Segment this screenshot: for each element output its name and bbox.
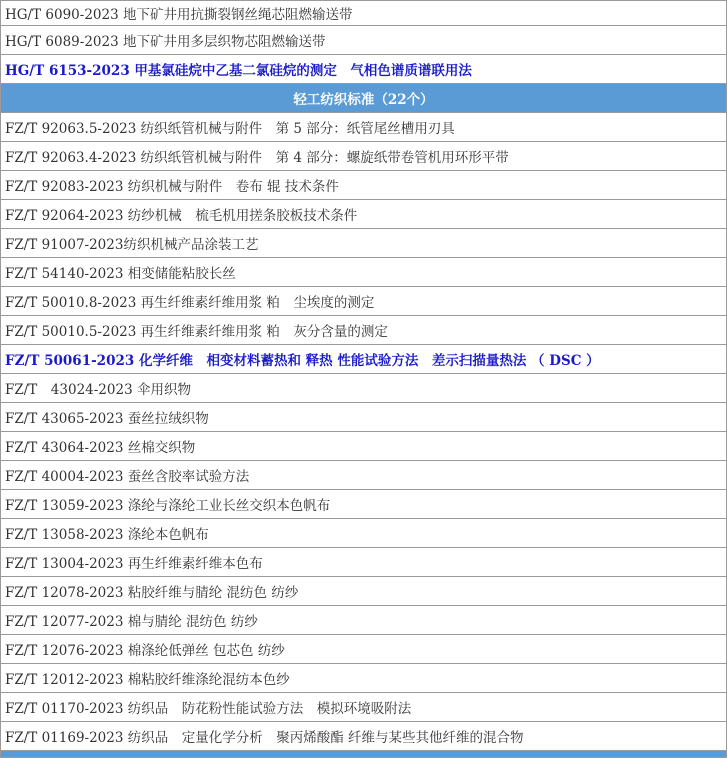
standard-cell: HG/T 6090-2023 地下矿井用抗撕裂钢丝绳芯阻燃输送带 bbox=[1, 1, 727, 26]
section-title: 轻工纺织标准（22个） bbox=[1, 84, 727, 113]
table-body bbox=[1, 1, 727, 758]
next-section-header-edge bbox=[1, 751, 727, 758]
table-row bbox=[1, 461, 727, 490]
table-row bbox=[1, 55, 727, 84]
standard-cell: FZ/T 13059-2023 涤纶与涤纶工业长丝交织本色帆布 bbox=[1, 490, 727, 519]
standard-cell: FZ/T 13004-2023 再生纤维素纤维本色布 bbox=[1, 548, 727, 577]
table-row bbox=[1, 1, 727, 26]
table-row bbox=[1, 258, 727, 287]
table-row bbox=[1, 287, 727, 316]
table-row bbox=[1, 577, 727, 606]
table-row bbox=[1, 635, 727, 664]
table-row bbox=[1, 664, 727, 693]
table-row bbox=[1, 171, 727, 200]
table-row bbox=[1, 606, 727, 635]
standard-cell: FZ/T 01169-2023 纺织品 定量化学分析 聚丙烯酸酯 纤维与某些其他纤维的混合物 bbox=[1, 722, 727, 751]
table-row bbox=[1, 432, 727, 461]
standard-cell: FZ/T 12076-2023 棉涤纶低弹丝 包芯色 纺纱 bbox=[1, 635, 727, 664]
table-row bbox=[1, 403, 727, 432]
standard-cell: FZ/T 54140-2023 相变储能粘胶长丝 bbox=[1, 258, 727, 287]
table-row bbox=[1, 229, 727, 258]
standard-cell: FZ/T 92063.5-2023 纺织纸管机械与附件 第 5 部分：纸管尾丝槽用刃具 bbox=[1, 113, 727, 142]
standard-cell: FZ/T 43065-2023 蚕丝拉绒织物 bbox=[1, 403, 727, 432]
table-row bbox=[1, 316, 727, 345]
standard-cell: FZ/T 12077-2023 棉与腈纶 混纺色 纺纱 bbox=[1, 606, 727, 635]
table-row bbox=[1, 374, 727, 403]
standard-cell: FZ/T 92063.4-2023 纺织纸管机械与附件 第 4 部分：螺旋纸带卷管机用环形平带 bbox=[1, 142, 727, 171]
table-row bbox=[1, 345, 727, 374]
table-row bbox=[1, 490, 727, 519]
standard-cell: FZ/T 12012-2023 棉粘胶纤维涤纶混纺本色纱 bbox=[1, 664, 727, 693]
standard-cell: FZ/T 50010.5-2023 再生纤维素纤维用浆 粕 灰分含量的测定 bbox=[1, 316, 727, 345]
standard-cell: FZ/T 12078-2023 粘胶纤维与腈纶 混纺色 纺纱 bbox=[1, 577, 727, 606]
table-row bbox=[1, 548, 727, 577]
section-header-row bbox=[1, 84, 727, 113]
standard-cell: HG/T 6089-2023 地下矿井用多层织物芯阻燃输送带 bbox=[1, 26, 727, 55]
table-row bbox=[1, 26, 727, 55]
standard-cell: FZ/T 91007-2023纺织机械产品涂装工艺 bbox=[1, 229, 727, 258]
standard-cell: FZ/T 43024-2023 伞用织物 bbox=[1, 374, 727, 403]
standard-cell: FZ/T 50010.8-2023 再生纤维素纤维用浆 粕 尘埃度的测定 bbox=[1, 287, 727, 316]
table-row bbox=[1, 722, 727, 751]
standard-cell: FZ/T 92064-2023 纺纱机械 梳毛机用搓条胶板技术条件 bbox=[1, 200, 727, 229]
standard-cell-highlighted: HG/T 6153-2023 甲基氯硅烷中乙基二氯硅烷的测定 气相色谱质谱联用法 bbox=[1, 55, 727, 84]
standard-cell: FZ/T 01170-2023 纺织品 防花粉性能试验方法 模拟环境吸附法 bbox=[1, 693, 727, 722]
table-row bbox=[1, 200, 727, 229]
standard-cell: FZ/T 40004-2023 蚕丝含胶率试验方法 bbox=[1, 461, 727, 490]
standard-cell: FZ/T 43064-2023 丝棉交织物 bbox=[1, 432, 727, 461]
standard-cell: FZ/T 13058-2023 涤纶本色帆布 bbox=[1, 519, 727, 548]
table-row bbox=[1, 519, 727, 548]
standard-cell-highlighted: FZ/T 50061-2023 化学纤维 相变材料蓄热和 释热 性能试验方法 差示扫描量热法 （ DSC ） bbox=[1, 345, 727, 374]
standard-cell: FZ/T 92083-2023 纺织机械与附件 卷布 辊 技术条件 bbox=[1, 171, 727, 200]
table-row bbox=[1, 113, 727, 142]
table-row bbox=[1, 693, 727, 722]
table-row bbox=[1, 142, 727, 171]
